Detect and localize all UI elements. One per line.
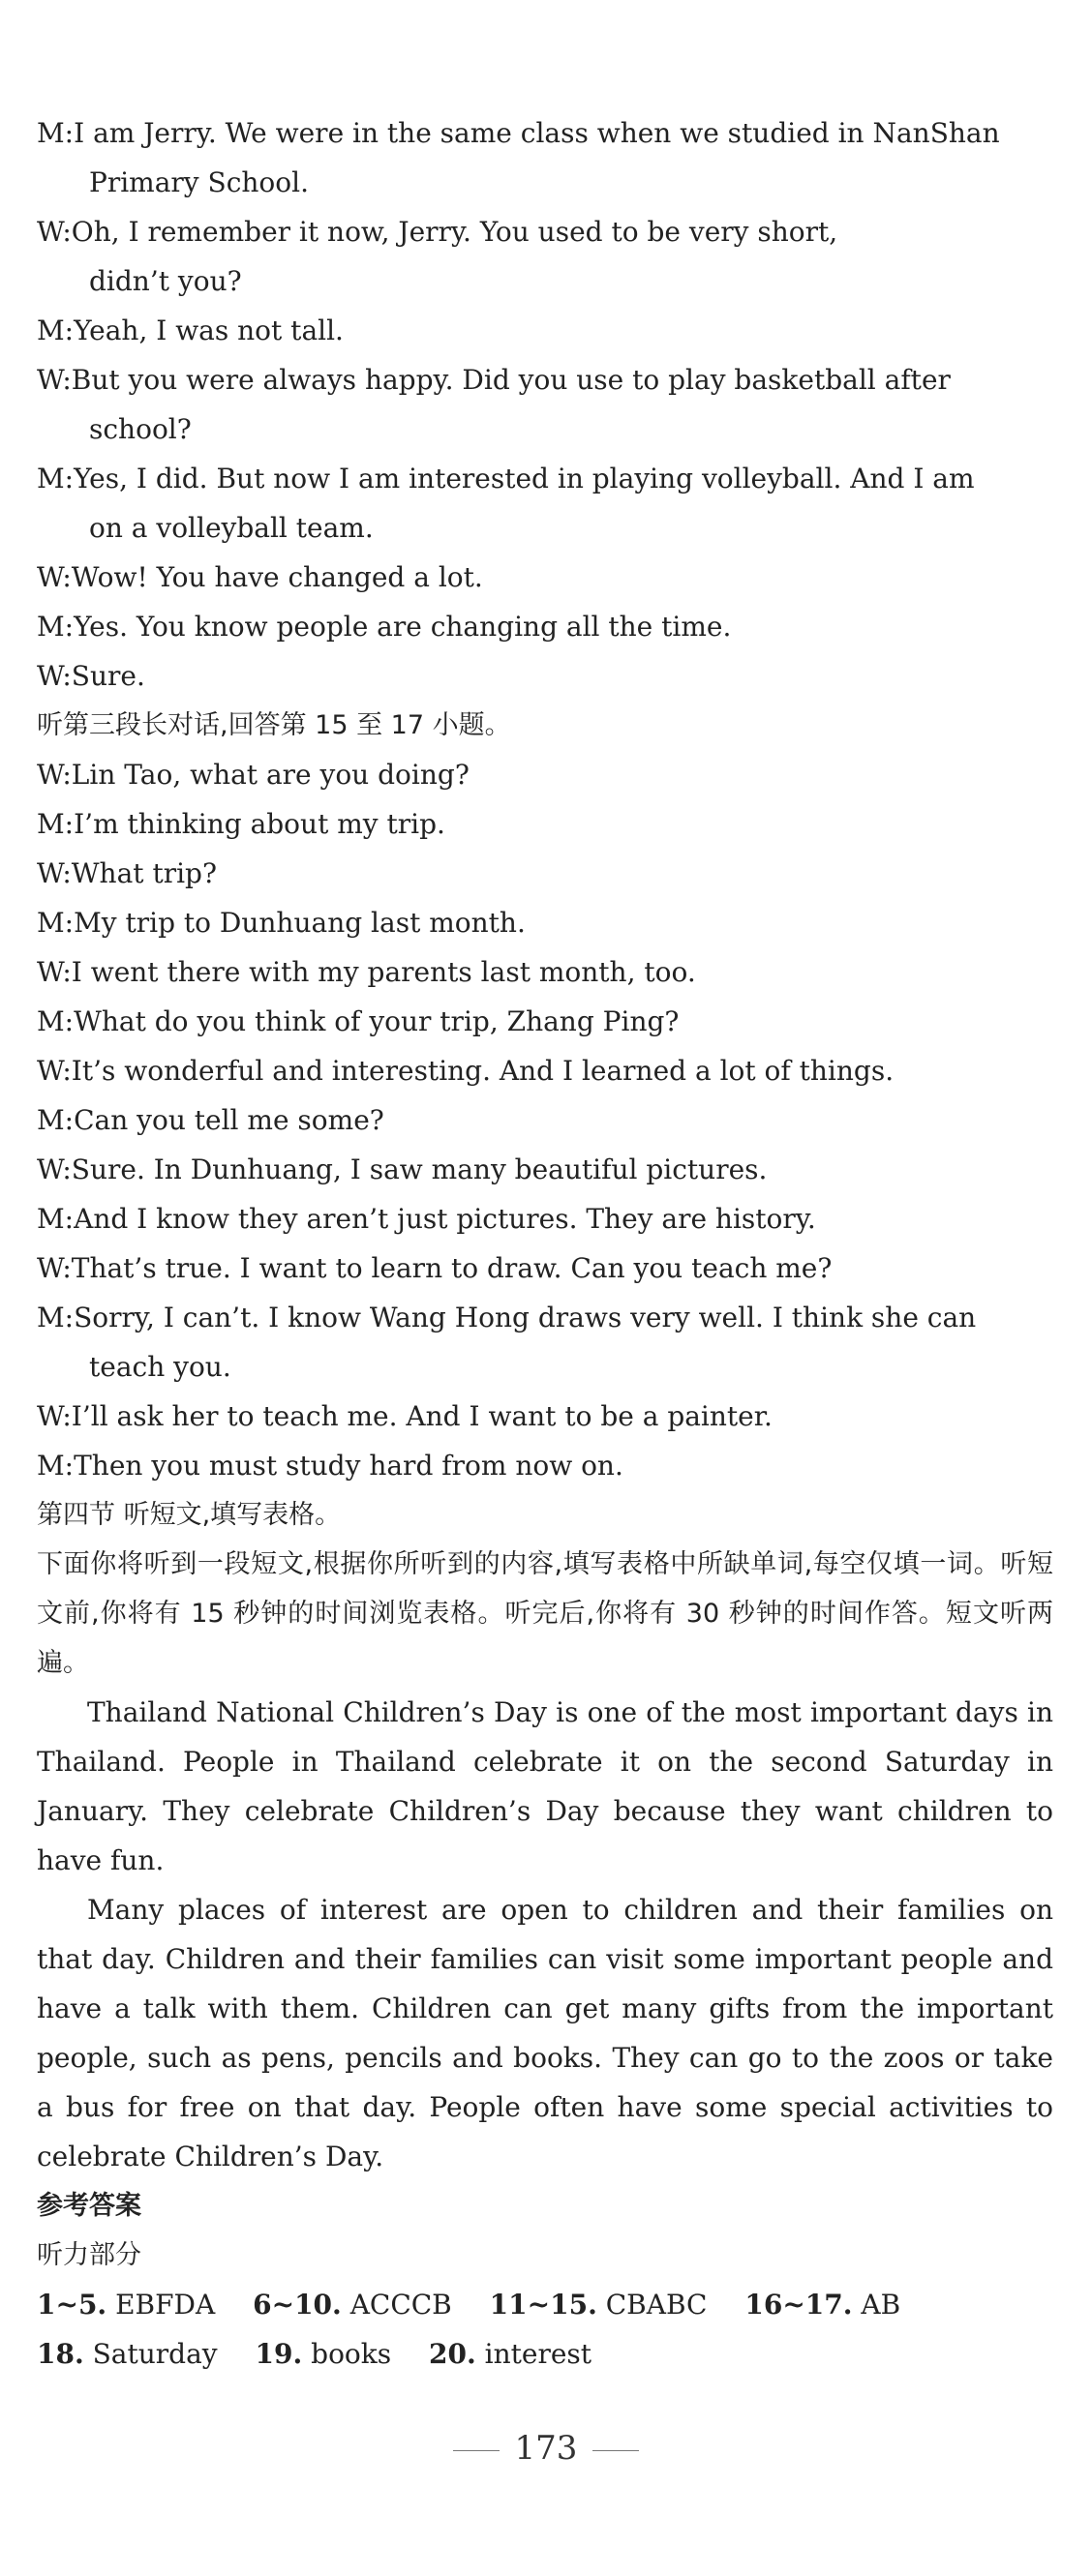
- dialogue-line: W:Sure.: [37, 660, 145, 692]
- answers-row-2: [37, 2329, 1053, 2379]
- answer-value: ACCCB: [349, 2289, 452, 2321]
- answers-heading: 参考答案: [37, 2191, 141, 2221]
- answer-value: EBFDA: [115, 2289, 216, 2321]
- answer-value: Saturday: [92, 2338, 218, 2370]
- answers-row-1: [37, 2280, 1053, 2329]
- dialogue-line: W:It’s wonderful and interesting. And I learned a lot of things.: [37, 1055, 895, 1087]
- answer-number: 16~17.: [744, 2289, 853, 2321]
- answer-value: interest: [484, 2338, 592, 2370]
- dialogue-line: M:Yes. You know people are changing all the time.: [37, 611, 732, 643]
- dialogue-line: W:Sure. In Dunhuang, I saw many beautiful pictures.: [37, 1153, 768, 1185]
- dialogue-line: M:Can you tell me some?: [37, 1104, 384, 1136]
- dialogue-line: W:Wow! You have changed a lot.: [37, 561, 483, 593]
- dialogue-line: M:Then you must study hard from now on.: [37, 1450, 623, 1482]
- answer-value: AB: [861, 2289, 901, 2321]
- passage-paragraph: Many places of interest are open to children and their families on that day. Children and their families can visit some important people and have a talk with them. Children can get many gifts from the important people, such as pens, pencils and books. They can go to the zoos or take a bus for free on that day. People often have some special activities to celebrate Children’s Day.: [37, 1894, 1053, 2172]
- dialogue-line: M:What do you think of your trip, Zhang Ping?: [37, 1005, 680, 1037]
- dialogue-line: M:I am Jerry. We were in the same class when we studied in NanShan Primary School.: [37, 117, 1000, 198]
- passage-paragraph: Thailand National Children’s Day is one of the most important days in Thailand. People in Thailand celebrate it on the second Saturday in January. They celebrate Children’s Day because they want children to have fun.: [37, 1696, 1053, 1876]
- answer-number: 18.: [37, 2338, 84, 2370]
- answer-value: books: [311, 2338, 392, 2370]
- answer-number: 19.: [255, 2338, 303, 2370]
- answer-number: 20.: [429, 2338, 476, 2370]
- answer-number: 11~15.: [489, 2289, 597, 2321]
- answer-number: 1~5.: [37, 2289, 107, 2321]
- dialogue-line: W:What trip?: [37, 857, 217, 889]
- section4-instructions: 下面你将听到一段短文,根据你所听到的内容,填写表格中所缺单词,每空仅填一词。听短文前,你将有 15 秒钟的时间浏览表格。听完后,你将有 30 秒钟的时间作答。短文听两遍。: [37, 1549, 1053, 1678]
- dialogue-line: W:But you were always happy. Did you use to play basketball after school?: [37, 364, 951, 445]
- dialogue-line: M:I’m thinking about my trip.: [37, 808, 445, 840]
- dialogue-line: W:Lin Tao, what are you doing?: [37, 759, 470, 791]
- footer-dash-left: [453, 2450, 500, 2451]
- page-footer: [0, 2429, 1092, 2468]
- dialogue-line: W:I’ll ask her to teach me. And I want to be a painter.: [37, 1400, 773, 1432]
- page-content: [37, 108, 1053, 2379]
- section4-heading: 第四节 听短文,填写表格。: [37, 1500, 342, 1530]
- page-number: 173: [514, 2429, 578, 2468]
- dialogue-line: M:Sorry, I can’t. I know Wang Hong draws very well. I think she can teach you.: [37, 1302, 977, 1383]
- listening-label: 听力部分: [37, 2240, 141, 2270]
- dialogue-line: W:That’s true. I want to learn to draw. Can you teach me?: [37, 1252, 833, 1284]
- dialogue-line: M:Yes, I did. But now I am interested in playing volleyball. And I am on a volleyball team.: [37, 463, 975, 544]
- answer-value: CBABC: [605, 2289, 708, 2321]
- footer-dash-right: [592, 2450, 639, 2451]
- section3-heading: 听第三段长对话,回答第 15 至 17 小题。: [37, 710, 511, 740]
- dialogue-line: M:My trip to Dunhuang last month.: [37, 907, 526, 939]
- dialogue-line: M:And I know they aren’t just pictures. They are history.: [37, 1203, 816, 1235]
- dialogue-line: W:I went there with my parents last month, too.: [37, 956, 696, 988]
- answer-number: 6~10.: [253, 2289, 342, 2321]
- dialogue-line: W:Oh, I remember it now, Jerry. You used to be very short, didn’t you?: [37, 216, 838, 297]
- dialogue-line: M:Yeah, I was not tall.: [37, 315, 344, 346]
